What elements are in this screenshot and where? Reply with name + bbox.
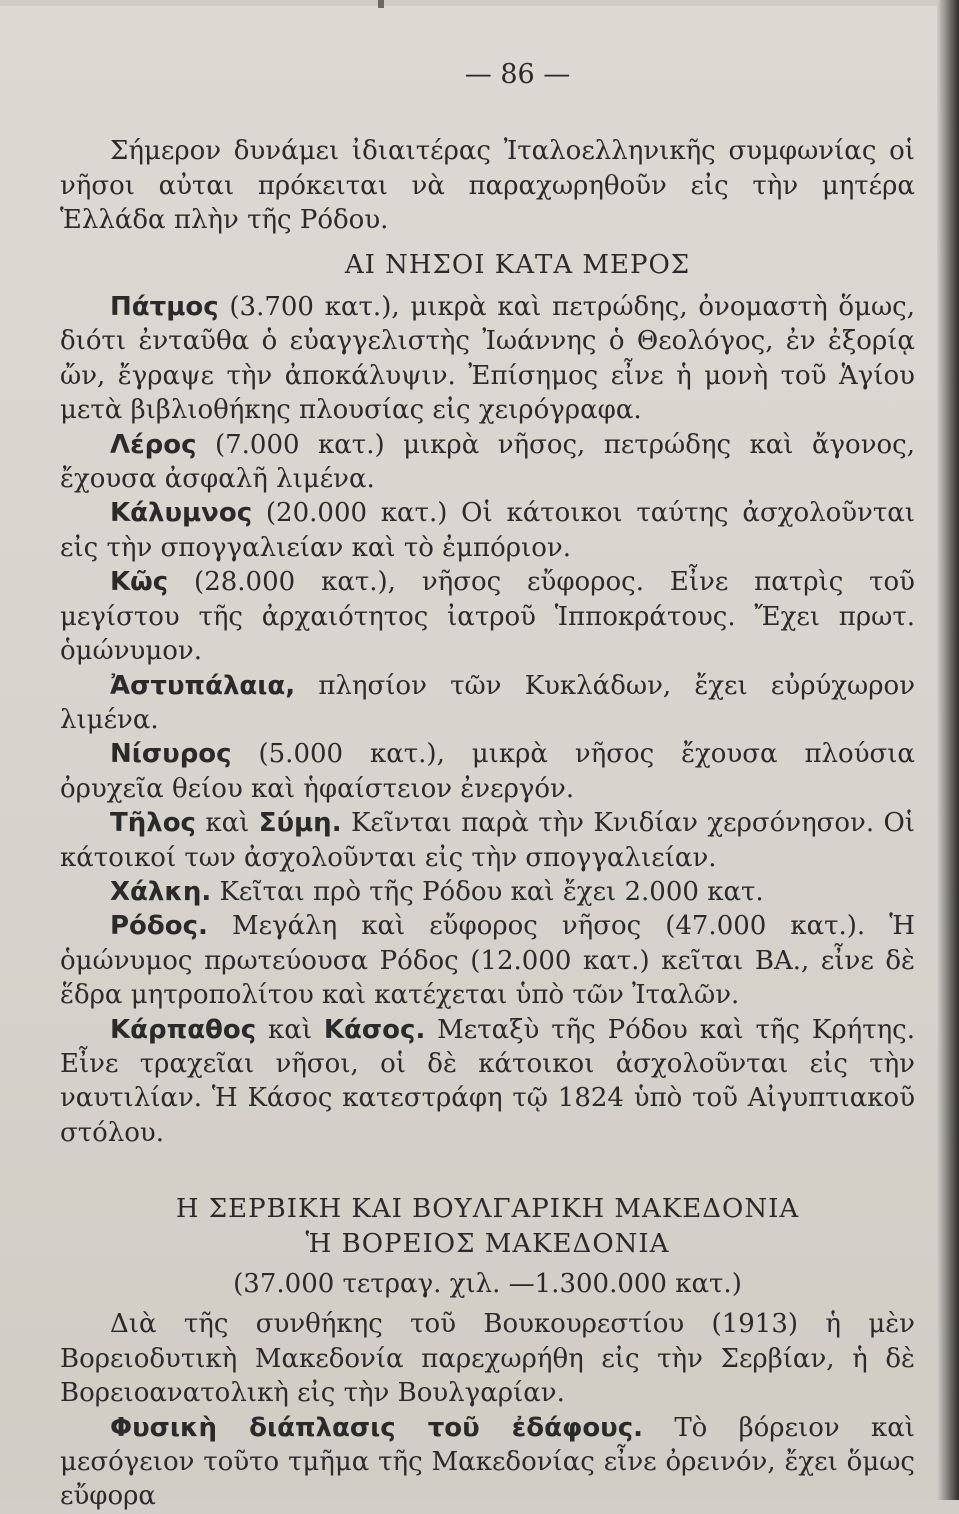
island-entry — [60, 737, 915, 806]
island-name: Τῆλος — [110, 808, 196, 839]
island-name: Κάρπαθος — [110, 1014, 257, 1045]
island-name: Πάτμος — [110, 292, 219, 323]
island-name: Κάλυμνος — [110, 498, 253, 529]
island-name-second: Κάσος. — [323, 1014, 426, 1045]
physical-paragraph — [60, 1411, 915, 1514]
island-joiner: καὶ — [256, 1014, 324, 1045]
section-subtitle: Ἡ ΒΟΡΕΙΟΣ ΜΑΚΕΔΟΝΙΑ — [305, 1228, 670, 1259]
island-text: (28.000 κατ.), νῆσος εὔφορος. Εἶνε πατρὶς τοῦ μεγίστου τῆς ἀρχαιότητος ἰατροῦ Ἱπποκράτους. Ἔχει πρωτ. ὁμώνυμον. — [60, 567, 915, 667]
island-entry — [60, 428, 915, 497]
island-entry — [60, 496, 915, 565]
page-edge-shadow — [937, 0, 959, 1500]
island-entry — [60, 909, 915, 1012]
island-entry — [60, 875, 915, 909]
top-edge — [0, 0, 959, 6]
island-entry — [60, 806, 915, 875]
page-content — [60, 58, 915, 1514]
island-entry — [60, 290, 915, 428]
section-title-macedonia: Η ΣΕΡΒΙΚΗ ΚΑΙ ΒΟΥΛΓΑΡΙΚΗ ΜΑΚΕΔΟΝΙΑ — [175, 1194, 800, 1225]
island-name-second: Σύμη. — [258, 808, 342, 839]
island-text: Μεγάλη καὶ εὔφορος νῆσος (47.000 κατ.). Ἡ ὁμώνυμος πρωτεύουσα Ρόδος (12.000 κατ.) κεῖται ΒΑ., εἶνε δὲ ἕδρα μητροπολίτου καὶ κατέχεται ὑπὸ τῶν Ἰταλῶν. — [60, 911, 915, 1011]
island-text: (3.700 κατ.), μικρὰ καὶ πετρώδης, ὀνομαστὴ ὅμως, διότι ἐνταῦθα ὁ εὐαγγελιστὴς Ἰωάννης ὁ Θεολόγος, ἐν ἐξορίᾳ ὤν, ἔγραψε τὴν ἀποκάλυψιν. Ἐπίσημος εἶνε ἡ μονὴ τοῦ Ἁγίου μετὰ βιβλιοθήκης πλουσίας εἰς χειρόγραφα. — [60, 292, 915, 426]
island-name: Ἀστυπάλαια, — [110, 670, 296, 701]
island-text: (7.000 κατ.) μικρὰ νῆσος, πετρώδης καὶ ἄγονος, ἔχουσα ἀσφαλῆ λιμένα. — [60, 429, 915, 495]
island-name: Ρόδος. — [110, 911, 208, 942]
section-stats: (37.000 τετραγ. χιλ. —1.300.000 κατ.) — [233, 1269, 742, 1299]
island-text: Κεῖται πρὸ τῆς Ρόδου καὶ ἔχει 2.000 κατ. — [211, 876, 764, 907]
physical-term: Φυσικὴ διάπλασις τοῦ ἐδάφους. — [110, 1412, 644, 1443]
island-name: Κῶς — [110, 567, 169, 598]
top-mark — [378, 0, 384, 8]
island-text: πλησίον τῶν Κυκλάδων, ἔχει εὐρύχωρον λιμένα. — [60, 670, 915, 735]
island-text: Κεῖνται παρὰ τὴν Κνιδίαν χερσόνησον. Οἱ κάτοικοί των ἀσχολοῦνται εἰς τὴν σπογγαλιείαν. — [60, 808, 915, 873]
island-name: Νίσυρος — [110, 739, 232, 770]
treaty-paragraph: Διὰ τῆς συνθήκης τοῦ Βουκουρεστίου (1913) ἡ μὲν Βορειοδυτικὴ Μακεδονία παρεχωρήθη εἰς τὴν Σερβίαν, ἡ δὲ Βορειοανατολικὴ εἰς τὴν Βουλγαρίαν. — [60, 1309, 915, 1409]
island-joiner: καὶ — [195, 808, 259, 839]
island-entry — [60, 669, 915, 738]
island-text: Μεταξὺ τῆς Ρόδου καὶ τῆς Κρήτης. Εἶνε τραχεῖαι νῆσοι, οἱ δὲ κάτοικοι ἀσχολοῦνται εἰς τὴν ναυτιλίαν. Ἡ Κάσος κατεστράφη τῷ 1824 ὑπὸ τοῦ Αἰγυπτιακοῦ στόλου. — [60, 1014, 915, 1148]
island-entry — [60, 565, 915, 668]
section-title-islands: ΑΙ ΝΗΣΟΙ ΚΑΤΑ ΜΕΡΟΣ — [344, 249, 691, 280]
island-entry — [60, 1013, 915, 1151]
island-text: (5.000 κατ.), μικρὰ νῆσος ἔχουσα πλούσια ὀρυχεῖα θείου καὶ ἡφαίστειον ἐνεργόν. — [60, 739, 915, 804]
island-name: Λέρος — [110, 429, 197, 460]
island-name: Χάλκη. — [110, 876, 212, 907]
physical-text: Τὸ βόρειον καὶ μεσόγειον τοῦτο τμῆμα τῆς Μακεδονίας εἶνε ὀρεινόν, ἔχει ὅμως εὔφορα — [60, 1412, 916, 1512]
island-text: (20.000 κατ.) Οἱ κάτοικοι ταύτης ἀσχολοῦνται εἰς τὴν σπογγαλιείαν καὶ τὸ ἐμπόριον. — [60, 498, 915, 563]
page-number: — 86 — — [464, 59, 571, 90]
intro-paragraph: Σήμερον δυνάμει ἰδιαιτέρας Ἰταλοελληνικῆς συμφωνίας οἱ νῆσοι αὐται πρόκειται νὰ παραχωρηθοῦν εἰς τὴν μητέρα Ἑλλάδα πλὴν τῆς Ρόδου. — [60, 136, 915, 236]
